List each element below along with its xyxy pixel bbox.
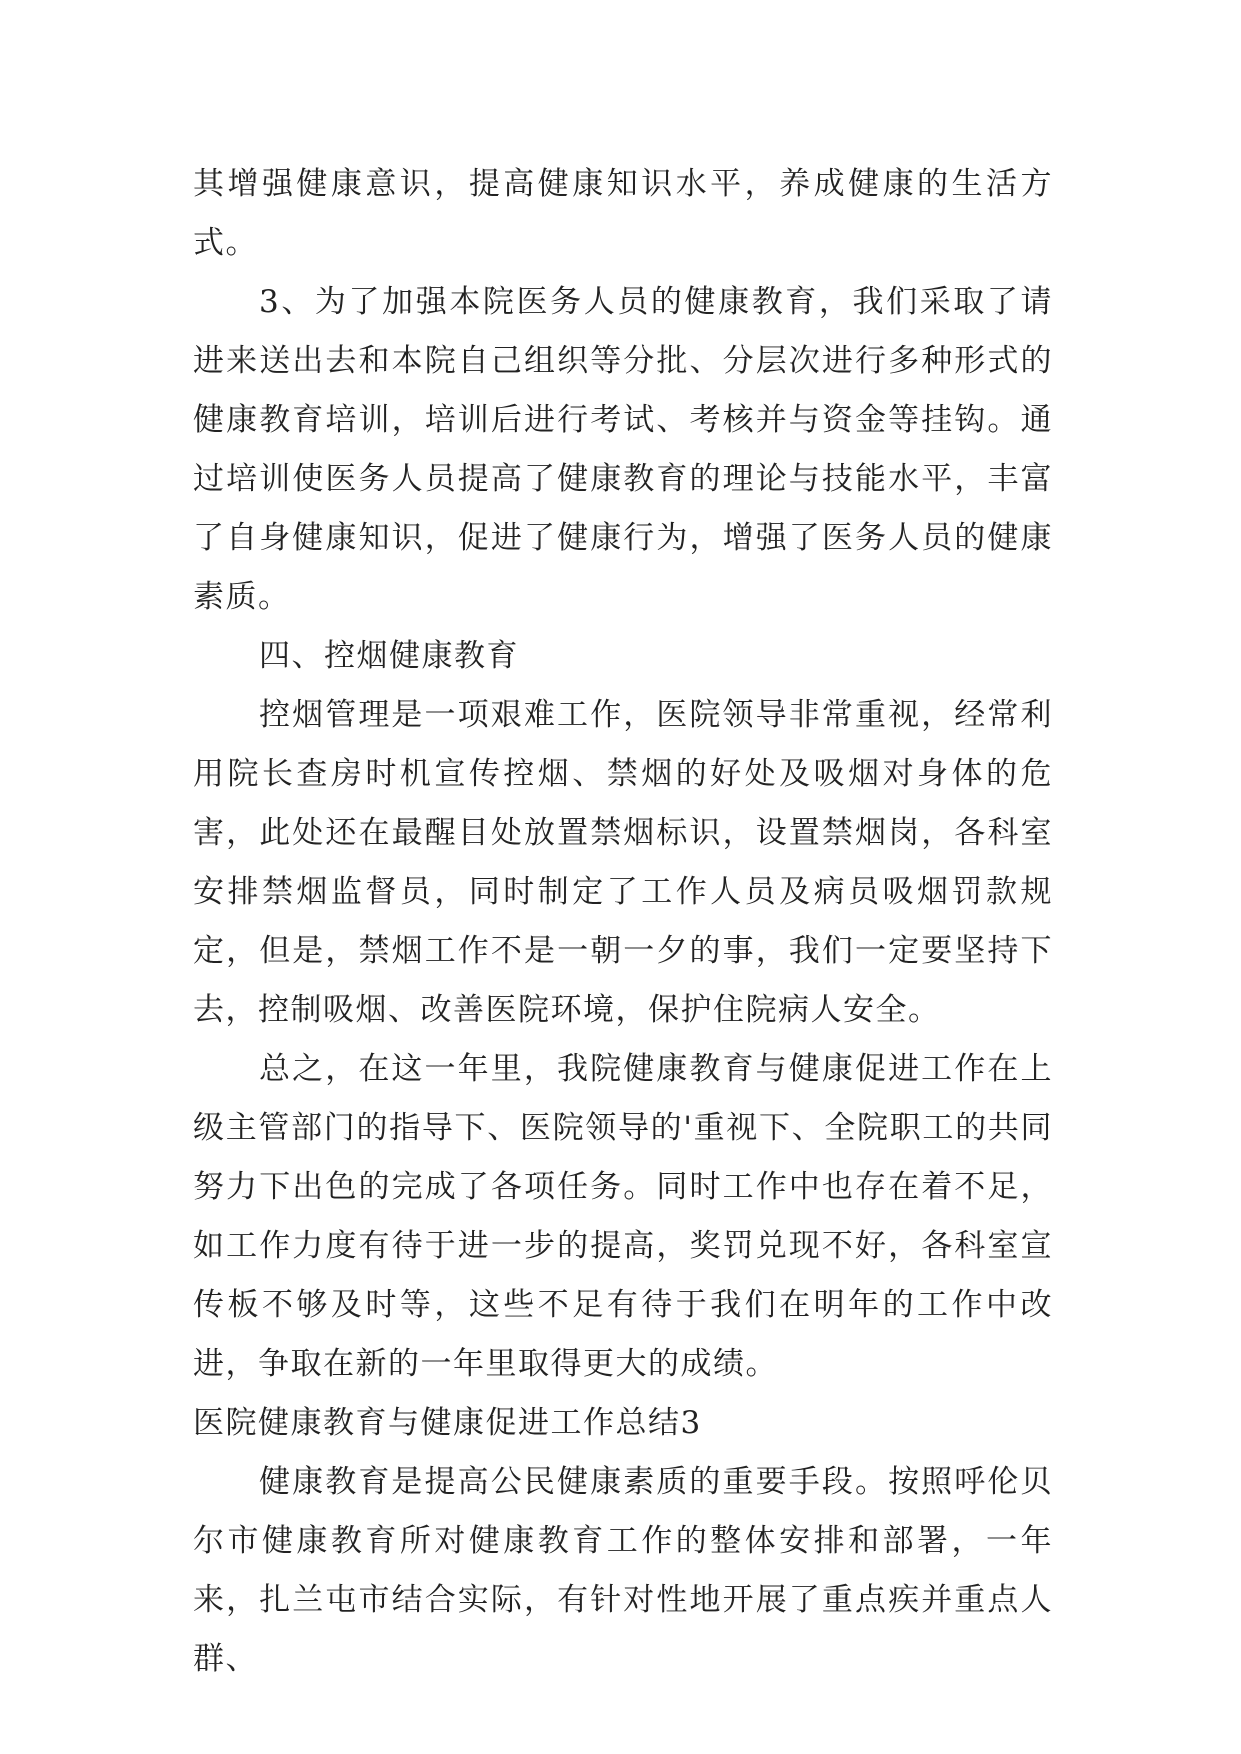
document-title-summary-3: 医院健康教育与健康促进工作总结3 xyxy=(193,1405,702,1441)
paragraph-tobacco-control: 控烟管理是一项艰难工作，医院领导非常重视，经常利用院长查房时机宣传控烟、禁烟的好处及吸烟对身体的危害，此处还在最醒目处放置禁烟标识，设置禁烟岗，各科室安排禁烟监督员，同时制定了工作人员及病员吸烟罚款规定，但是，禁烟工作不是一朝一夕的事，我们一定要坚持下去，控制吸烟、改善医院环境，保护住院病人安全。 xyxy=(193,697,1053,1028)
paragraph-continuation: 其增强健康意识，提高健康知识水平，养成健康的生活方式。 xyxy=(193,166,1053,261)
paragraph-summary: 总之，在这一年里，我院健康教育与健康促进工作在上级主管部门的指导下、医院领导的'重视下、全院职工的共同努力下出色的完成了各项任务。同时工作中也存在着不足，如工作力度有待于进一步的提高，奖罚兑现不好，各科室宣传板不够及时等，这些不足有待于我们在明年的工作中改进，争取在新的一年里取得更大的成绩。 xyxy=(193,1051,1053,1382)
document-body xyxy=(193,155,1053,1689)
paragraph-staff-training: 3、为了加强本院医务人员的健康教育，我们采取了请进来送出去和本院自己组织等分批、分层次进行多种形式的健康教育培训，培训后进行考试、考核并与资金等挂钩。通过培训使医务人员提高了健康教育的理论与技能水平，丰富了自身健康知识，促进了健康行为，增强了医务人员的健康素质。 xyxy=(193,284,1053,615)
paragraph-health-education-intro: 健康教育是提高公民健康素质的重要手段。按照呼伦贝尔市健康教育所对健康教育工作的整体安排和部署，一年来，扎兰屯市结合实际，有针对性地开展了重点疾并重点人群、 xyxy=(193,1464,1053,1677)
section-heading-tobacco-control: 四、控烟健康教育 xyxy=(259,638,519,674)
